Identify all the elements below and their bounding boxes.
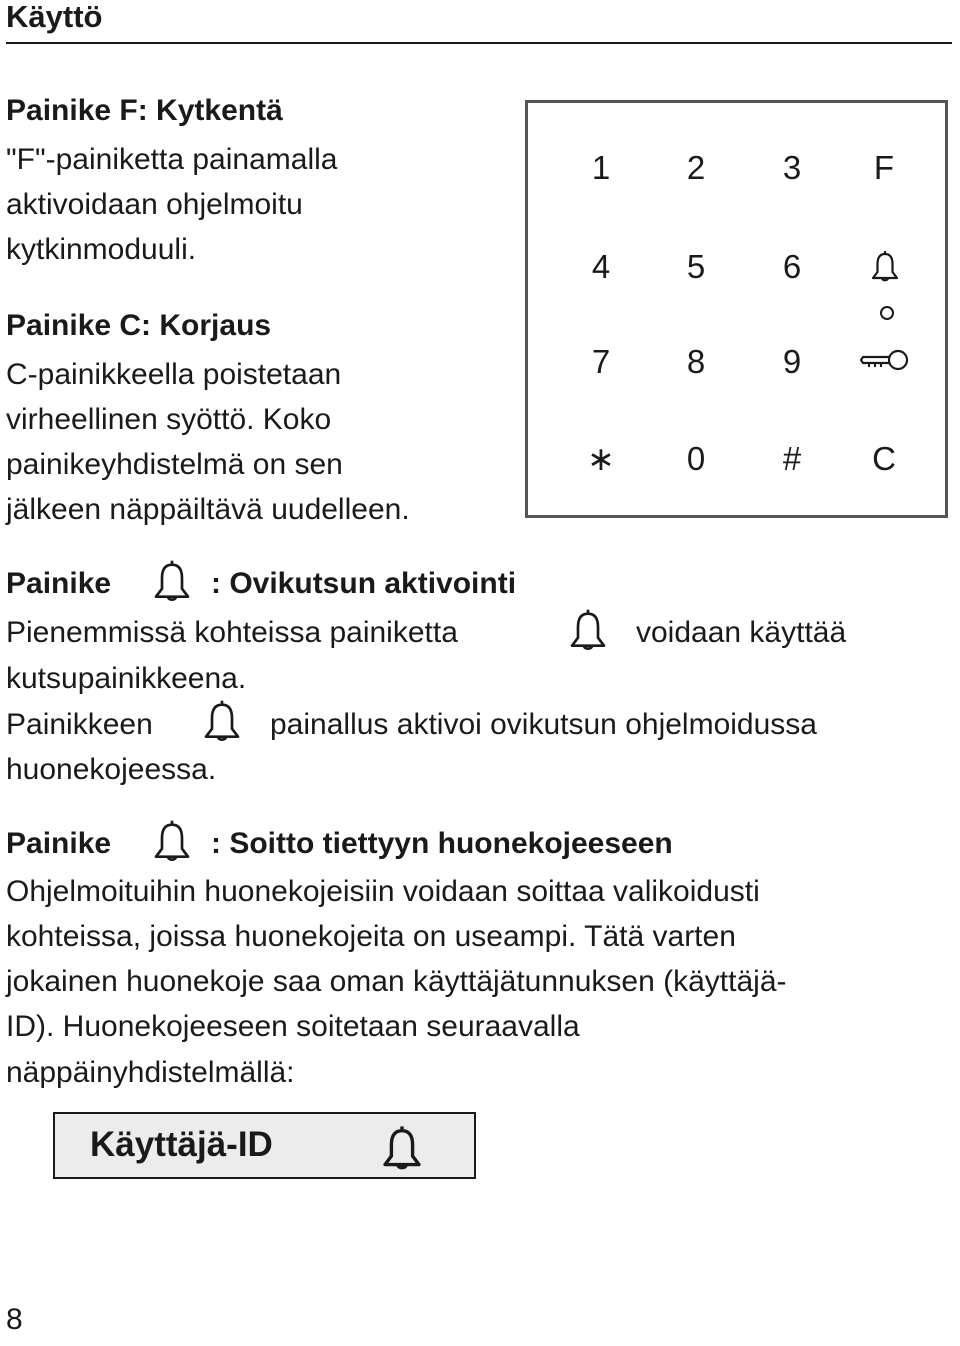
section-bell-heading-prefix: Painike [6,567,112,600]
user-id-label: Käyttäjä-ID [90,1125,273,1164]
page-number: 8 [6,1303,23,1336]
keypad-key-0: 0 [686,440,706,477]
keypad-key-8: 8 [686,343,706,380]
keypad-key-c: C [872,440,896,477]
keypad-illustration [525,100,948,518]
section-c-line: virheellinen syöttö. Koko [6,403,332,436]
section-c-line: painikeyhdistelmä on sen [6,448,343,481]
bell-icon [202,699,242,745]
keypad-key-2: 2 [686,149,706,186]
keypad-key-1: 1 [591,149,611,186]
keypad-key-9: 9 [782,343,802,380]
section-call-line: ID). Huonekojeeseen soitetaan seuraavalla [6,1010,580,1043]
section-bell-text: kutsupainikkeena. [6,662,247,695]
section-bell-text: Painikkeen [6,708,153,741]
section-c-line: jälkeen näppäiltävä uudelleen. [6,493,410,526]
user-id-sequence-box [53,1112,476,1179]
keypad-key-6: 6 [782,248,802,285]
section-f-line: aktivoidaan ohjelmoitu [6,188,303,221]
section-bell-text: Pienemmissä kohteissa painiketta [6,616,458,649]
indicator-circle-icon [879,305,895,321]
keypad-key-star: ∗ [587,440,615,477]
bell-icon [870,250,900,284]
keypad-key-5: 5 [686,248,706,285]
section-bell-text: huonekojeessa. [6,753,217,786]
keypad-key-4: 4 [591,248,611,285]
bell-icon [152,819,192,865]
section-bell-text: painallus aktivoi ovikutsun ohjelmoidussa [270,708,817,741]
bell-icon [152,559,192,605]
keypad-key-hash: # [782,440,802,477]
header-divider [6,42,952,44]
keypad-key-3: 3 [782,149,802,186]
key-icon [858,348,910,372]
section-call-line: näppäinyhdistelmällä: [6,1056,295,1089]
section-f-line: "F"-painiketta painamalla [6,143,338,176]
section-call-heading-prefix: Painike [6,827,112,860]
bell-icon [568,608,608,654]
section-c-line: C-painikkeella poistetaan [6,358,342,391]
section-call-line: Ohjelmoituihin huonekojeisiin voidaan soittaa valikoidusti [6,875,760,908]
bell-icon [380,1125,424,1173]
section-f-heading: Painike F: Kytkentä [6,94,283,127]
section-bell-text: voidaan käyttää [636,616,847,649]
section-c-heading: Painike C: Korjaus [6,309,272,342]
section-call-heading-suffix: : Soitto tiettyyn huonekojeeseen [211,827,673,860]
section-call-line: kohteissa, joissa huonekojeita on useampi. Tätä varten [6,920,736,953]
keypad-key-7: 7 [591,343,611,380]
section-f-line: kytkinmoduuli. [6,233,197,266]
page-title: Käyttö [6,0,103,34]
section-call-line: jokainen huonekoje saa oman käyttäjätunnuksen (käyttäjä- [6,965,787,998]
keypad-key-f: F [873,149,895,186]
section-bell-heading-suffix: : Ovikutsun aktivointi [211,567,517,600]
